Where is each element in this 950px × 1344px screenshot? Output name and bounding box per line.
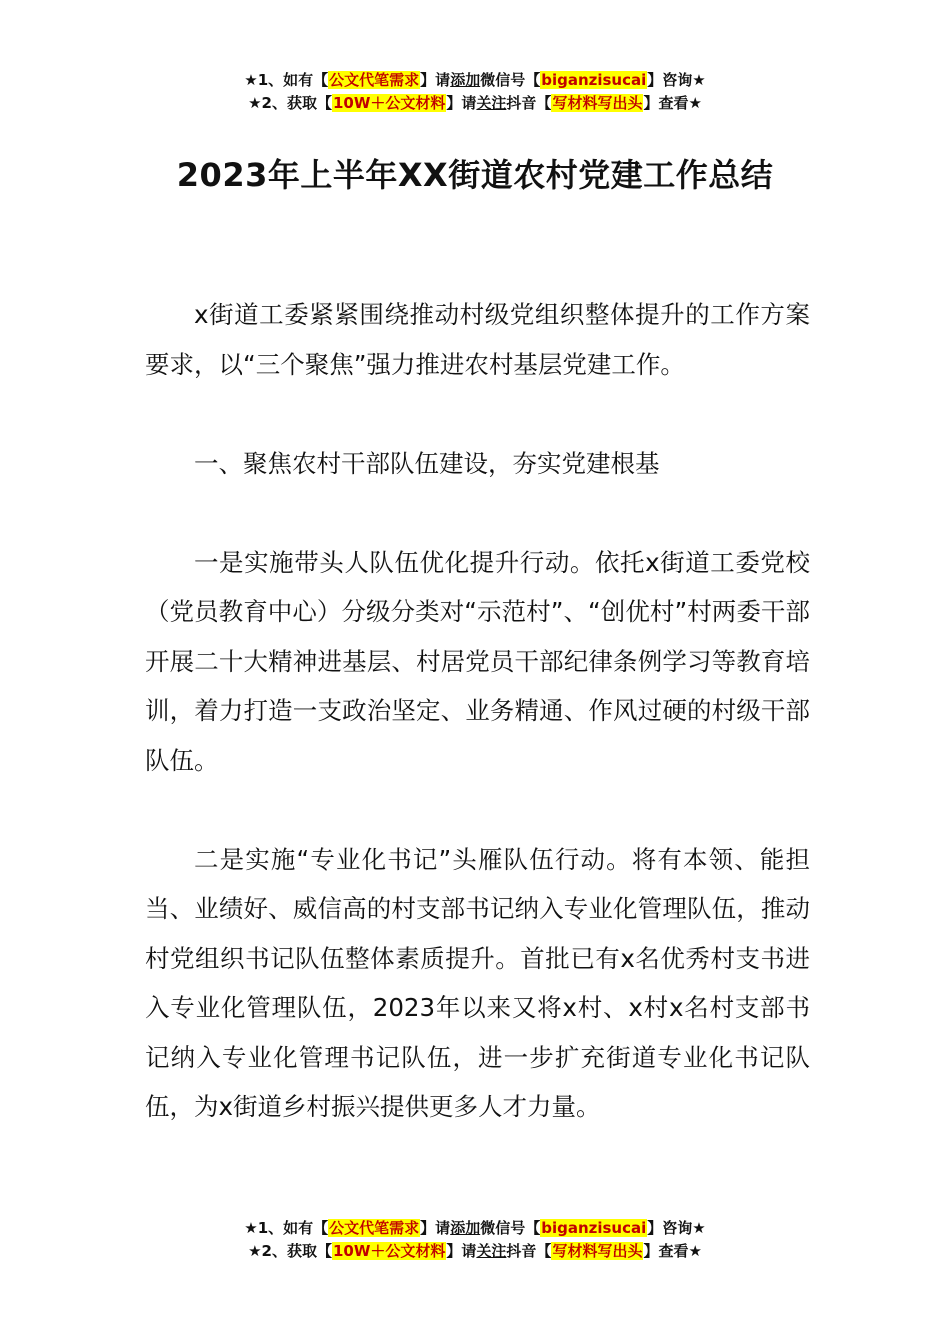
section-heading: 一、聚焦农村干部队伍建设，夯实党建根基 [194,448,660,478]
promo-text: ★1、如有【 [244,71,329,89]
promo-text: 】咨询★ [647,71,706,89]
promo-line-1 [0,1218,950,1241]
promo-line-1 [0,70,950,93]
promo-footer [0,1218,950,1264]
promo-text: 】请 [446,94,477,112]
promo-text: 】查看★ [643,1242,702,1260]
promo-wechat-id: biganzisucai [541,71,647,89]
promo-text: 】请 [446,1242,477,1260]
document-body [145,290,810,1181]
promo-text: 】咨询★ [647,1219,706,1237]
promo-line-2 [0,93,950,116]
promo-highlight: 10W＋公文材料 [332,1242,446,1260]
promo-text: 】查看★ [643,94,702,112]
promo-text: ★1、如有【 [244,1219,329,1237]
body-paragraph: 一是实施带头人队伍优化提升行动。依托x街道工委党校（党员教育中心）分级分类对“示范村”、“创优村”村两委干部开展二十大精神进基层、村居党员干部纪律条例学习等教育培训，着力打造一支政治坚定、业务精通、作风过硬的村级干部队伍。 [145,547,810,775]
promo-wechat-id: biganzisucai [541,1219,647,1237]
promo-text: 】请 [420,1219,451,1237]
promo-text: 微信号【 [480,71,541,89]
body-paragraph: 二是实施“专业化书记”头雁队伍行动。将有本领、能担当、业绩好、威信高的村支部书记纳入专业化管理队伍，推动村党组织书记队伍整体素质提升。首批已有x名优秀村支书进入专业化管理队伍，2023年以来又将x村、x村x名村支部书记纳入专业化管理书记队伍，进一步扩充街道专业化书记队伍，为x街道乡村振兴提供更多人才力量。 [145,844,810,1121]
promo-text: ★2、获取【 [248,94,332,112]
promo-text: 抖音【 [506,94,552,112]
promo-underline: 添加 [450,1219,481,1237]
document-title: 2023年上半年XX街道农村党建工作总结 [176,156,774,194]
promo-douyin-id: 写材料写出头 [552,94,643,112]
promo-line-2 [0,1241,950,1264]
promo-text: 抖音【 [506,1242,552,1260]
promo-underline: 关注 [476,1242,507,1260]
promo-header [0,70,950,116]
promo-underline: 关注 [476,94,507,112]
promo-douyin-id: 写材料写出头 [552,1242,643,1260]
promo-highlight: 10W＋公文材料 [332,94,446,112]
intro-paragraph: x街道工委紧紧围绕推动村级党组织整体提升的工作方案要求，以“三个聚焦”强力推进农村基层党建工作。 [145,300,810,379]
promo-underline: 添加 [450,71,481,89]
promo-text: 微信号【 [480,1219,541,1237]
promo-text: ★2、获取【 [248,1242,332,1260]
promo-highlight: 公文代笔需求 [329,71,420,89]
promo-highlight: 公文代笔需求 [329,1219,420,1237]
promo-text: 】请 [420,71,451,89]
